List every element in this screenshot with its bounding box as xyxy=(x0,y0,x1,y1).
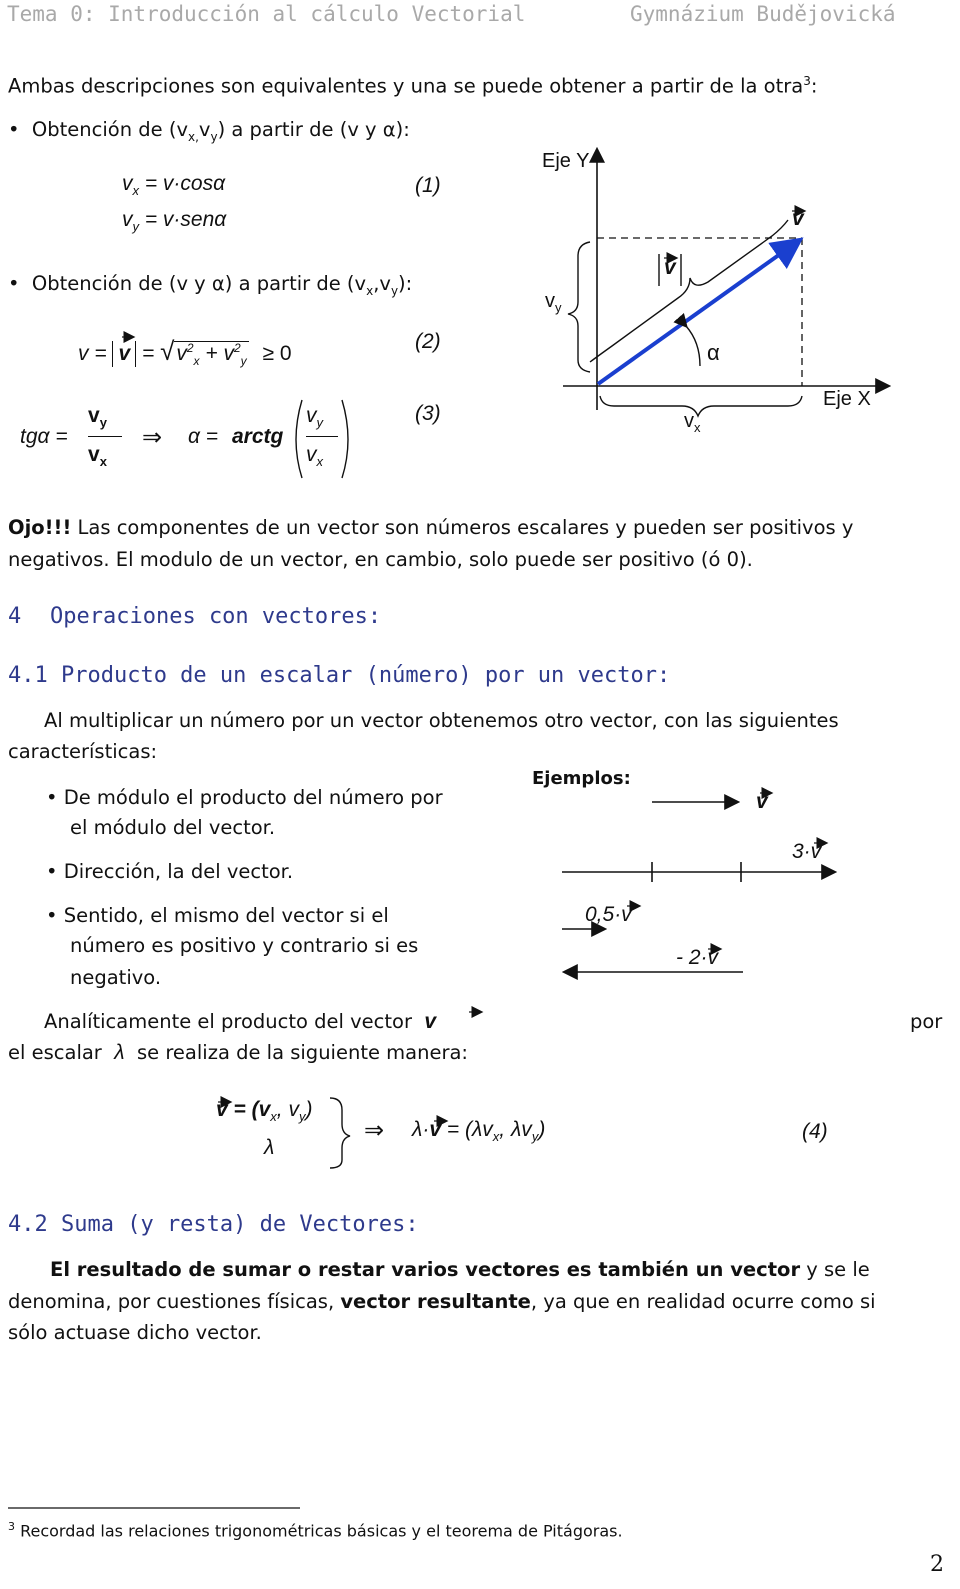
example-label-v: v xyxy=(756,790,768,813)
section-title-4: Operaciones con vectores: xyxy=(50,604,382,629)
examples-title: Ejemplos: xyxy=(532,768,631,789)
arctg: arctg xyxy=(232,425,284,448)
equation-vy: $v_y = v\cdot sen\alpha$ xyxy=(122,208,227,235)
bullet-components-from-angle: • Obtención de $(v_{x,}v_y)$ a partir de (v y α): xyxy=(8,118,410,144)
brace-diagonal xyxy=(590,220,788,362)
equation-vx: $v_x = v\cdot\cos\alpha$ xyxy=(122,172,226,199)
brace-vy xyxy=(568,242,590,372)
component-vx-label: $v_x$ xyxy=(684,410,701,435)
sqrt-icon: √ xyxy=(160,336,175,366)
arctg-num: $v_y$ xyxy=(306,404,323,431)
equation-4-lambda: λ xyxy=(264,1136,275,1159)
running-header-school: Gymnázium Budějovická xyxy=(630,2,896,26)
vector-v-arrow xyxy=(598,242,797,384)
bullet-module-cont: el módulo del vector. xyxy=(70,816,276,839)
implies-icon: ⇒ xyxy=(364,1117,385,1144)
section-title-4-2: 4.2 Suma (y resta) de Vectores: xyxy=(8,1212,419,1237)
axis-label-y: Eje Y xyxy=(542,150,590,172)
paragraph-4-1-line1: Al multiplicar un número por un vector obtenemos otro vector, con las siguientes xyxy=(44,709,839,732)
example-label-minus2v: - 2·v xyxy=(676,946,718,969)
brace-right xyxy=(330,1098,350,1168)
fraction-num: $v_y$ xyxy=(88,404,107,431)
vector-abs-label: v xyxy=(664,256,676,279)
example-label-half-v: 0,5·v xyxy=(585,903,632,926)
analytic-por: por xyxy=(910,1010,943,1033)
bullet-sense-cont1: número es positivo y contrario si es xyxy=(70,934,419,957)
implies-icon: ⇒ xyxy=(142,424,163,451)
vector-abs: v xyxy=(112,341,136,367)
equation-number-2: (2) xyxy=(415,330,441,353)
warning-paragraph-line2: negativos. El modulo de un vector, en cambio, solo puede ser positivo (ó 0). xyxy=(8,548,753,571)
page-number: 2 xyxy=(930,1552,944,1577)
bullet-angle-from-components: • Obtención de (v y α) a partir de $(v_x,v_y)$: xyxy=(8,272,413,298)
footnote-ref: 3 xyxy=(803,74,811,88)
angle-alpha-label: α xyxy=(707,340,720,365)
paren-right xyxy=(342,400,348,478)
brace-vx xyxy=(600,396,802,416)
equation-number-3: (3) xyxy=(415,402,441,425)
bullet-module: • De módulo el producto del número por xyxy=(46,786,443,809)
radicand: $v^2_x + v^2_y$ xyxy=(176,341,247,369)
component-vy-label: $v_y$ xyxy=(545,290,562,315)
bullet-dot: • xyxy=(8,118,32,141)
equation-4-top: $v = (v_x$, $v_y$) xyxy=(216,1098,313,1125)
fraction-den: $v_x$ xyxy=(88,443,107,470)
equation-number-1: (1) xyxy=(415,174,441,197)
paren-left xyxy=(296,400,302,478)
equation-4-rhs: $\lambda\cdot v = (\lambda v_x$, $\lambda v_y$) xyxy=(412,1118,546,1145)
bullet-direction: • Dirección, la del vector. xyxy=(46,860,294,883)
running-header-title: Tema 0: Introducción al cálculo Vectorial xyxy=(7,2,526,26)
bullet-dot: • xyxy=(46,860,64,883)
bullet-sense-cont2: negativo. xyxy=(70,966,162,989)
equation-tangent: tgα = xyxy=(20,425,68,448)
analytic-line2: el escalar λ se realiza de la siguiente manera: xyxy=(8,1041,468,1064)
intro-paragraph: Ambas descripciones son equivalentes y una se puede obtener a partir de la otra$^3$: xyxy=(8,74,818,98)
equation-modulus: $v = v = √v^2_x + v^2_y \ge 0$ xyxy=(78,336,292,369)
section-title-4-1: 4.1 Producto de un escalar (número) por un vector: xyxy=(8,663,671,688)
angle-arc xyxy=(686,326,700,366)
section-number-4: 4 xyxy=(8,604,22,629)
paragraph-4-2-line3: sólo actuase dicho vector. xyxy=(8,1321,262,1344)
analytic-line1: Analíticamente el producto del vector v xyxy=(44,1010,437,1033)
vector-v-label: v xyxy=(792,207,804,230)
paragraph-4-2-line2: denomina, por cuestiones físicas, vector resultante, ya que en realidad ocurre como si xyxy=(8,1290,876,1313)
footnote: $^3$ Recordad las relaciones trigonométricas básicas y el teorema de Pitágoras. xyxy=(8,1520,623,1541)
paragraph-4-2-line1: El resultado de sumar o restar varios vectores es también un vector y se le xyxy=(50,1258,870,1281)
warning-paragraph-line1: Ojo!!! Las componentes de un vector son números escalares y pueden ser positivos y xyxy=(8,516,854,539)
bullet-dot: • xyxy=(46,904,64,927)
equation-number-4: (4) xyxy=(802,1120,828,1143)
axis-label-x: Eje X xyxy=(823,388,871,410)
bullet-sense: • Sentido, el mismo del vector si el xyxy=(46,904,389,927)
alpha-eq: α = xyxy=(188,425,219,448)
example-label-3v: 3·v xyxy=(792,840,822,863)
bullet-dot: • xyxy=(8,272,32,295)
paragraph-4-1-line2: características: xyxy=(8,740,158,763)
bullet-dot: • xyxy=(46,786,64,809)
arctg-den: $v_x$ xyxy=(306,443,323,470)
